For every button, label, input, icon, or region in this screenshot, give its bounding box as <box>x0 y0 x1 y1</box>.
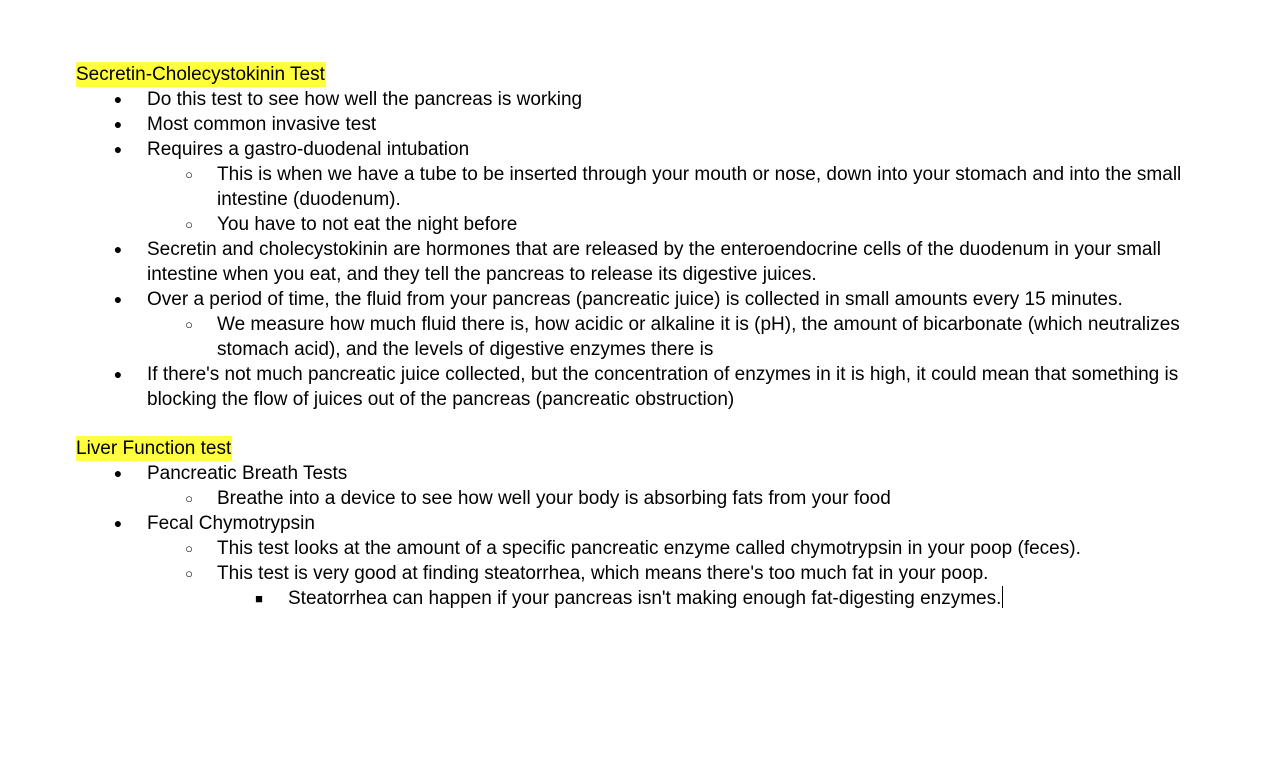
list-item: ○ This test is very good at finding steatorrhea, which means there's too much fat in your poop. <box>76 561 1206 586</box>
list-item: ● Pancreatic Breath Tests <box>76 461 1206 486</box>
filled-circle-bullet-icon: ● <box>113 291 123 307</box>
document-body[interactable] <box>76 62 1206 611</box>
list-item: ○ This test looks at the amount of a specific pancreatic enzyme called chymotrypsin in your poop (feces). <box>76 536 1206 561</box>
list-item: ○ Breathe into a device to see how well your body is absorbing fats from your food <box>76 486 1206 511</box>
list-item: ○ We measure how much fluid there is, how acidic or alkaline it is (pH), the amount of bicarbonate (which neutralizes stomach acid), and the levels of digestive enzymes there is <box>76 312 1206 362</box>
list-item: ● Secretin and cholecystokinin are hormones that are released by the enteroendocrine cells of the duodenum in your small intestine when you eat, and they tell the pancreas to release its digestive juices. <box>76 237 1206 287</box>
bullet-list-secretin <box>76 87 1206 412</box>
filled-square-bullet-icon: ■ <box>255 591 263 606</box>
list-item: ● Requires a gastro-duodenal intubation <box>76 137 1206 162</box>
list-item-text: Steatorrhea can happen if your pancreas isn't making enough fat-digesting enzymes. <box>288 588 1002 609</box>
section-heading-liver-function-test: Liver Function test <box>76 438 232 459</box>
hollow-circle-bullet-icon: ○ <box>185 317 193 332</box>
filled-circle-bullet-icon: ● <box>113 116 123 132</box>
filled-circle-bullet-icon: ● <box>113 91 123 107</box>
list-item: ○ This is when we have a tube to be inserted through your mouth or nose, down into your stomach and into the small intestine (duodenum). <box>76 162 1206 212</box>
list-item: ● If there's not much pancreatic juice collected, but the concentration of enzymes in it is high, it could mean that something is blocking the flow of juices out of the pancreas (pancreatic obstruction) <box>76 362 1206 412</box>
bullet-list-liver <box>76 461 1206 611</box>
hollow-circle-bullet-icon: ○ <box>185 541 193 556</box>
list-item: ● Fecal Chymotrypsin <box>76 511 1206 536</box>
hollow-circle-bullet-icon: ○ <box>185 566 193 581</box>
text-cursor <box>1002 586 1003 608</box>
list-item: ○ You have to not eat the night before <box>76 212 1206 237</box>
filled-circle-bullet-icon: ● <box>113 366 123 382</box>
filled-circle-bullet-icon: ● <box>113 465 123 481</box>
filled-circle-bullet-icon: ● <box>113 141 123 157</box>
hollow-circle-bullet-icon: ○ <box>185 491 193 506</box>
hollow-circle-bullet-icon: ○ <box>185 167 193 182</box>
list-item: ● Most common invasive test <box>76 112 1206 137</box>
filled-circle-bullet-icon: ● <box>113 241 123 257</box>
empty-line <box>76 412 1206 436</box>
list-item <box>76 586 1206 611</box>
section-heading-secretin-test: Secretin-Cholecystokinin Test <box>76 64 325 85</box>
list-item: ● Do this test to see how well the pancreas is working <box>76 87 1206 112</box>
hollow-circle-bullet-icon: ○ <box>185 217 193 232</box>
filled-circle-bullet-icon: ● <box>113 515 123 531</box>
list-item: ● Over a period of time, the fluid from your pancreas (pancreatic juice) is collected in small amounts every 15 minutes. <box>76 287 1206 312</box>
